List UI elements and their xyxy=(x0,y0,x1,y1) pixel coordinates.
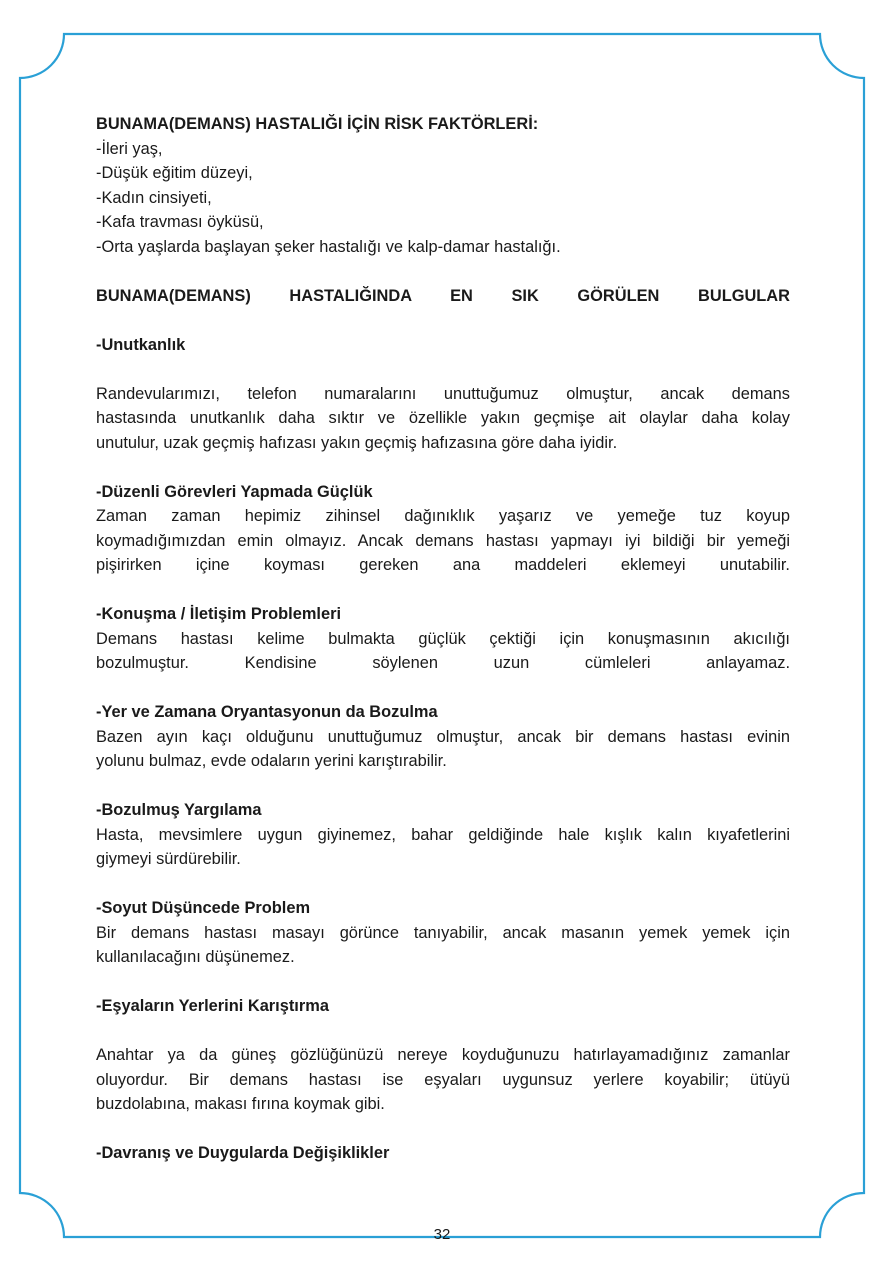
body-line: Hasta, mevsimlere uygun giyinemez, bahar geldiğinde hale kışlık kalın kıyafetlerini xyxy=(96,825,790,844)
findings-title: BUNAMA(DEMANS) HASTALIĞINDA EN SIK GÖRÜLEN BULGULAR xyxy=(96,286,790,305)
body-line: Bazen ayın kaçı olduğunu unuttuğumuz olmuştur, ancak bir demans hastası evinin xyxy=(96,727,790,746)
section-heading: -Eşyaların Yerlerini Karıştırma xyxy=(96,997,329,1015)
body-line: Anahtar ya da güneş gözlüğünüzü nereye koyduğunuzu hatırlayamadığınız zamanlar xyxy=(96,1046,790,1064)
body-line: kullanılacağını düşünemez. xyxy=(96,948,295,966)
body-line: buzdolabına, makası fırına koymak gibi. xyxy=(96,1095,385,1113)
body-line: oluyordur. Bir demans hastası ise eşyaları uygunsuz yerlere koyabilir; ütüyü xyxy=(96,1070,790,1089)
body-line: Zaman zaman hepimiz zihinsel dağınıklık yaşarız ve yemeğe tuz koyup xyxy=(96,507,790,525)
body-line: koymadığımızdan emin olmayız. Ancak demans hastası yapmayı iyi bildiği bir yemeği xyxy=(96,531,790,550)
body-line: Randevularımızı, telefon numaralarını unuttuğumuz olmuştur, ancak demans xyxy=(96,384,790,403)
list-item: -İleri yaş, xyxy=(96,139,163,158)
section-heading: -Yer ve Zamana Oryantasyonun da Bozulma xyxy=(96,703,438,721)
list-item: -Kadın cinsiyeti, xyxy=(96,188,212,207)
page-number: 32 xyxy=(433,1226,451,1243)
body-line: hastasında unutkanlık daha sıktır ve özellikle yakın geçmişe ait olaylar daha kolay xyxy=(96,409,790,427)
section-heading: -Düzenli Görevleri Yapmada Güçlük xyxy=(96,482,373,501)
list-item: -Kafa travması öyküsü, xyxy=(96,213,264,231)
body-line: giymeyi sürdürebilir. xyxy=(96,850,241,868)
body-line: Bir demans hastası masayı görünce tanıyabilir, ancak masanın yemek yemek için xyxy=(96,923,790,942)
list-item: -Orta yaşlarda başlayan şeker hastalığı ve kalp-damar hastalığı. xyxy=(96,237,561,256)
body-line: yolunu bulmaz, evde odaların yerini karıştırabilir. xyxy=(96,752,447,770)
section-heading: -Soyut Düşüncede Problem xyxy=(96,899,311,917)
section-heading: -Unutkanlık xyxy=(96,335,186,354)
body-line: bozulmuştur. Kendisine söylenen uzun cümleleri anlayamaz. xyxy=(96,654,790,672)
page-content xyxy=(96,112,790,1166)
body-line: pişirirken içine koyması gereken ana maddeleri eklemeyi unutabilir. xyxy=(96,556,790,574)
body-line: unutulur, uzak geçmiş hafızası yakın geçmiş hafızasına göre daha iyidir. xyxy=(96,433,618,452)
section-heading: -Konuşma / İletişim Problemleri xyxy=(96,605,342,623)
risk-factors-title: BUNAMA(DEMANS) HASTALIĞI İÇİN RİSK FAKTÖRLERİ: xyxy=(96,115,539,133)
body-line: Demans hastası kelime bulmakta güçlük çektiği için konuşmasının akıcılığı xyxy=(96,629,790,648)
section-heading: -Bozulmuş Yargılama xyxy=(96,801,262,819)
section-heading: -Davranış ve Duygularda Değişiklikler xyxy=(96,1144,390,1162)
list-item: -Düşük eğitim düzeyi, xyxy=(96,164,253,182)
